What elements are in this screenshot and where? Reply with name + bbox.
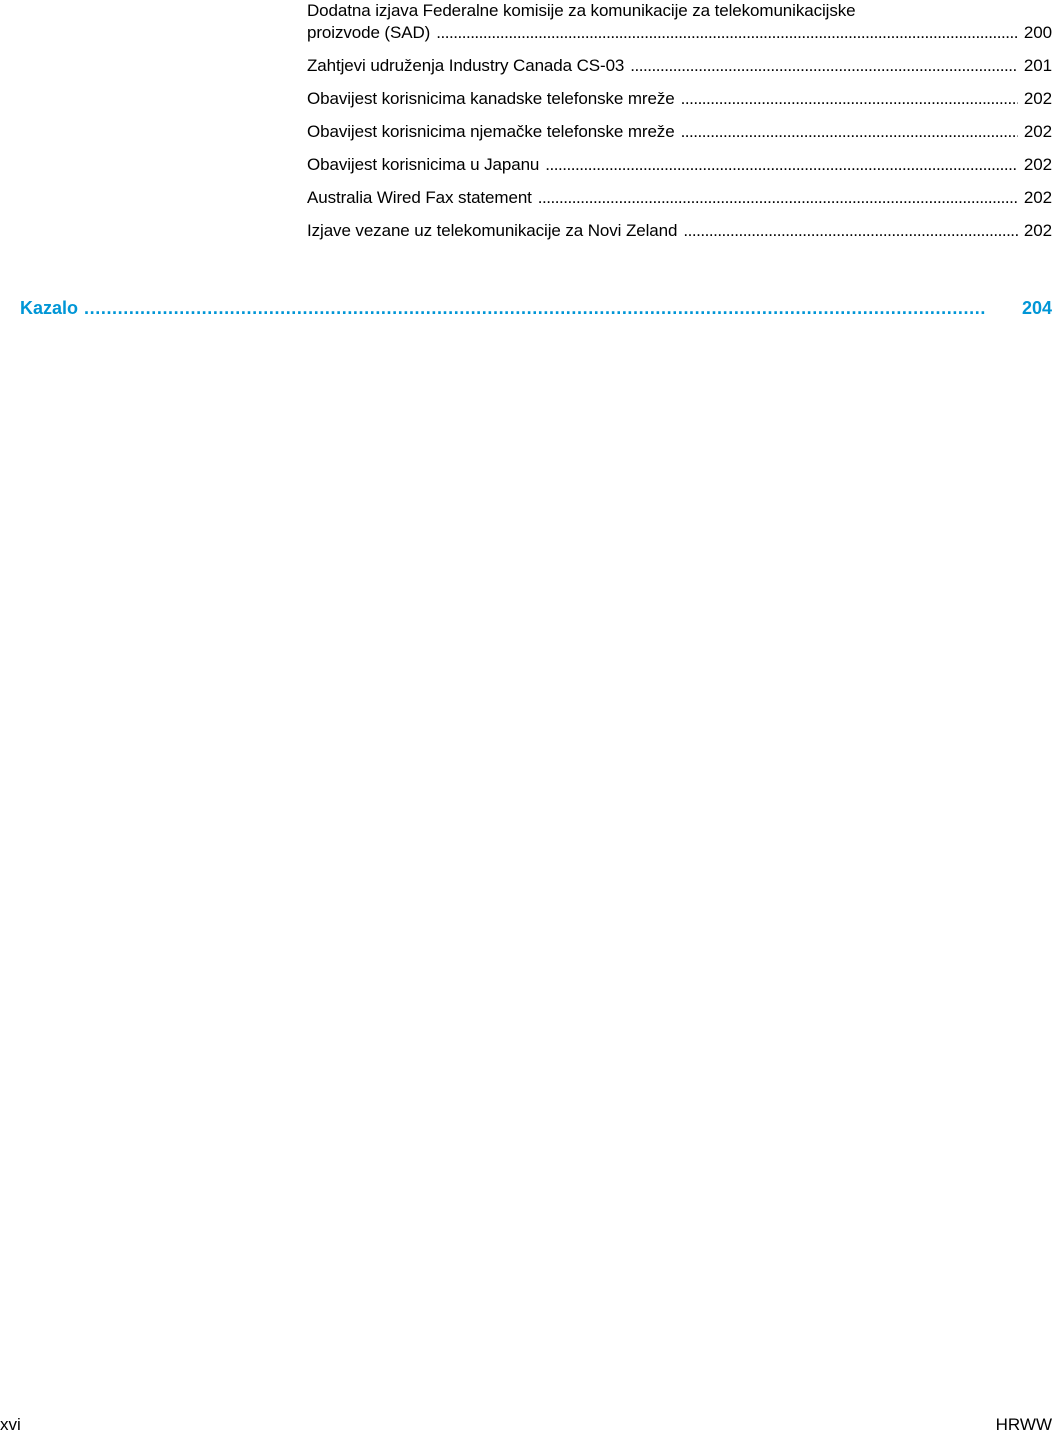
toc-entry-new-zealand-statements[interactable] [307, 220, 1052, 242]
toc-entry-title: Obavijest korisnicima njemačke telefonske mreže [307, 122, 675, 141]
toc-entry-title: Kazalo [20, 298, 79, 318]
dot-leader [545, 154, 1018, 176]
toc-entry-index[interactable] [20, 296, 1052, 320]
toc-entry-germany-notice[interactable] [307, 121, 1052, 143]
toc-entry-title-line1: Dodatna izjava Federalne komisije za komunikacije za telekomunikacijske [307, 1, 856, 20]
dot-leader [538, 187, 1018, 209]
toc-entry-page: 204 [1021, 298, 1052, 318]
dot-leader [436, 22, 1018, 44]
toc-entry-australia-statement[interactable] [307, 187, 1052, 209]
footer-doc-code: HRWW [995, 1415, 1052, 1434]
toc-entry-title: Obavijest korisnicima u Japanu [307, 155, 540, 174]
toc-entry-title: Izjave vezane uz telekomunikacije za Novi Zeland [307, 221, 678, 240]
dot-leader [681, 121, 1018, 143]
dot-leader [630, 55, 1018, 77]
toc-entry-page: 201 [1023, 56, 1052, 75]
toc-entry-canada-notice[interactable] [307, 88, 1052, 110]
toc-entry-title: proizvode (SAD) [307, 23, 431, 42]
toc-entry-japan-notice[interactable] [307, 154, 1052, 176]
toc-entry-title: Obavijest korisnicima kanadske telefonske mreže [307, 89, 675, 108]
toc-entry-page: 202 [1023, 221, 1052, 240]
toc-entry-title: Australia Wired Fax statement [307, 188, 532, 207]
footer-page-number: xvi [0, 1415, 21, 1434]
toc-entry-industry-canada[interactable] [307, 55, 1052, 77]
toc-entry-page: 202 [1023, 188, 1052, 207]
toc-entry-fcc-statement[interactable] [307, 0, 1052, 44]
toc-entry-page: 202 [1023, 89, 1052, 108]
dot-leader [683, 220, 1018, 242]
dot-leader [681, 88, 1018, 110]
dot-leader [84, 296, 1016, 320]
toc-entry-title: Zahtjevi udruženja Industry Canada CS-03 [307, 56, 625, 75]
toc-entry-page: 202 [1023, 122, 1052, 141]
toc-entry-page: 202 [1023, 155, 1052, 174]
toc-entry-page: 200 [1023, 23, 1052, 42]
toc-subsection-list [307, 0, 1052, 253]
